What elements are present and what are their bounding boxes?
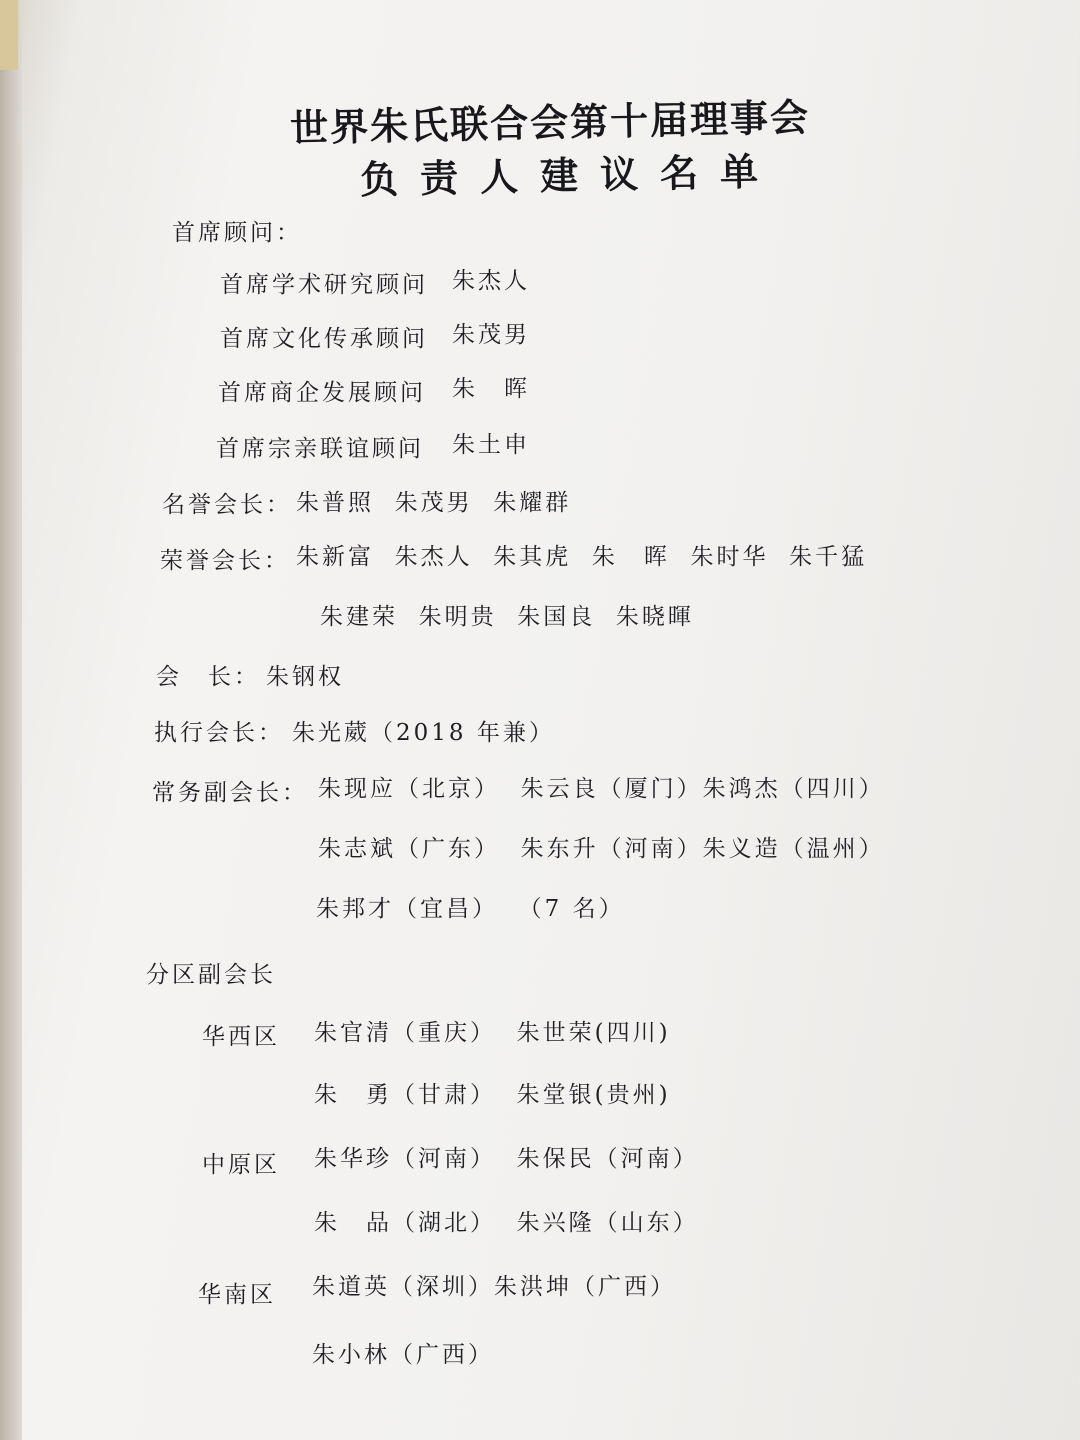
- advisor-name: 朱杰人: [452, 268, 530, 294]
- executive-president-label: 执行会长：: [154, 720, 284, 746]
- region-name: 中原区: [202, 1152, 280, 1178]
- advisor-name: 朱茂男: [452, 322, 530, 348]
- advisor-role: 首席学术研究顾问: [220, 272, 428, 298]
- honorary-chairs-line: 朱新富 朱杰人 朱其虎 朱 晖 朱时华 朱千猛: [296, 544, 868, 570]
- region-line: 朱官清（重庆） 朱世荣(四川): [314, 1020, 671, 1046]
- honorary-chairs-label: 荣誉会长：: [160, 548, 290, 574]
- chief-advisors-heading: 首席顾问：: [172, 220, 302, 246]
- advisor-role: 首席商企发展顾问: [218, 380, 426, 406]
- region-line: 朱道英（深圳）朱洪坤（广西）: [312, 1274, 676, 1300]
- region-line: 朱 品（湖北） 朱兴隆（山东）: [314, 1210, 699, 1236]
- advisor-role: 首席宗亲联谊顾问: [216, 436, 424, 462]
- advisor-role: 首席文化传承顾问: [220, 326, 428, 352]
- honorary-president-names: 朱普照 朱茂男 朱耀群: [296, 490, 572, 516]
- regional-vice-heading: 分区副会长: [146, 962, 276, 988]
- document-subtitle: 负责人建议名单: [359, 149, 781, 203]
- standing-vice-label: 常务副会长：: [152, 780, 308, 806]
- president-name: 朱钢权: [266, 664, 344, 690]
- standing-vice-line: 朱邦才（宜昌） （7 名）: [316, 896, 625, 922]
- advisor-name: 朱土申: [452, 432, 530, 458]
- honorary-president-label: 名誉会长：: [162, 492, 292, 518]
- document-title: 世界朱氏联合会第十届理事会: [289, 95, 811, 151]
- region-name: 华西区: [202, 1024, 280, 1050]
- region-line: 朱小林（广西）: [312, 1342, 494, 1368]
- region-line: 朱 勇（甘肃） 朱堂银(贵州): [314, 1082, 671, 1108]
- standing-vice-line: 朱现应（北京） 朱云良（厦门）朱鸿杰（四川）: [318, 776, 885, 802]
- region-name: 华南区: [198, 1282, 276, 1308]
- corner-scrap: [0, 0, 18, 70]
- executive-president-name: 朱光葳（2018 年兼）: [292, 720, 555, 746]
- honorary-chairs-line: 朱建荣 朱明贵 朱国良 朱晓暉: [320, 604, 694, 630]
- region-line: 朱华珍（河南） 朱保民（河南）: [314, 1146, 699, 1172]
- advisor-name: 朱 晖: [452, 376, 530, 402]
- page-edge: [0, 0, 22, 1440]
- standing-vice-line: 朱志斌（广东） 朱东升（河南）朱义造（温州）: [318, 836, 885, 862]
- president-label: 会 长：: [156, 664, 260, 690]
